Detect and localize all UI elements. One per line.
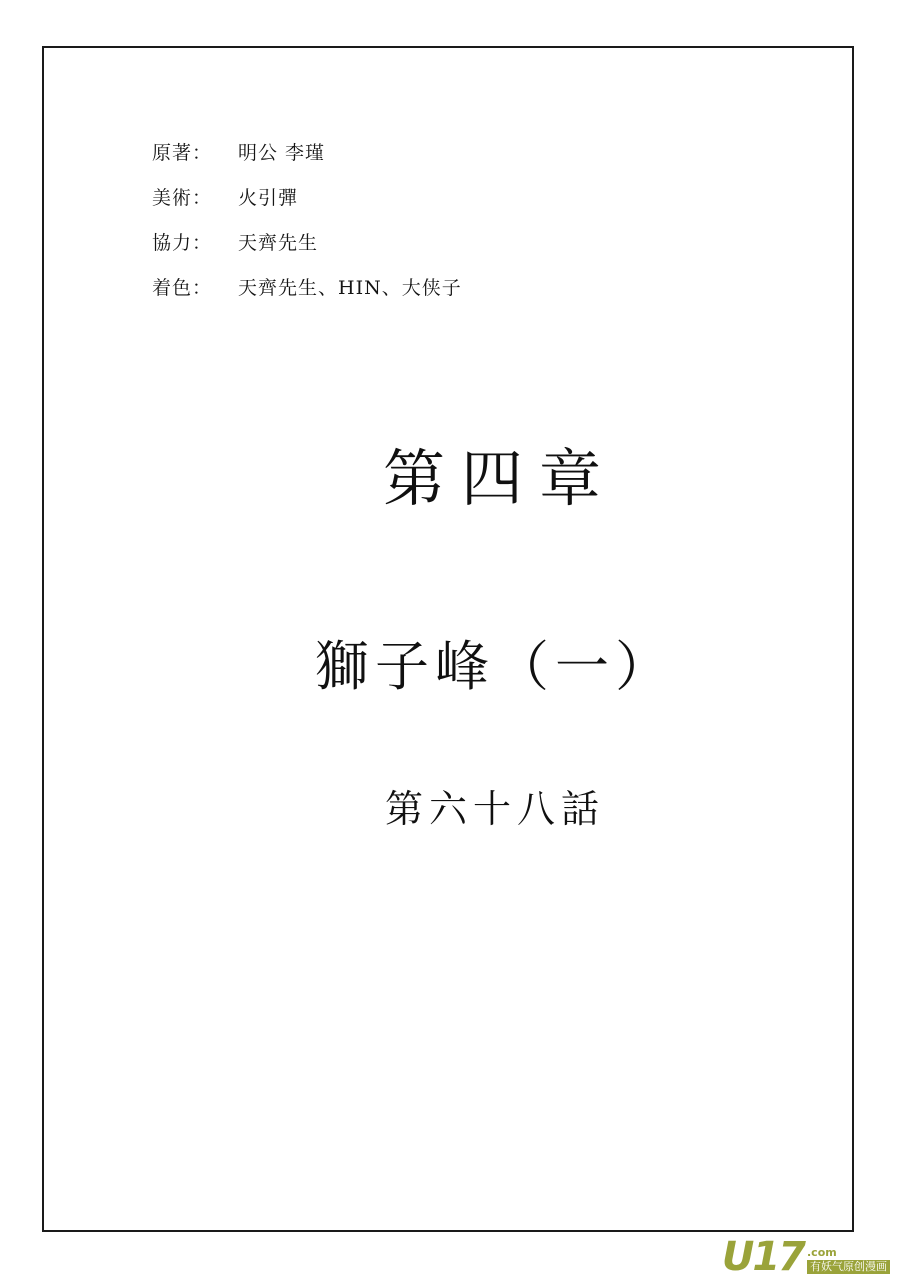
credit-row-assistance: [152, 234, 672, 253]
watermark-text-group: [807, 1247, 890, 1276]
credit-value-coloring: 天齊先生、HIN、大侠子: [238, 277, 462, 299]
watermark: [684, 1230, 890, 1281]
credit-label-original-author: 原著：: [152, 142, 213, 164]
page-border-frame: [42, 46, 854, 1232]
chapter-title: 第四章: [382, 442, 617, 515]
credit-row-coloring: [152, 279, 672, 298]
watermark-domain: .com: [807, 1245, 837, 1259]
credit-label-art: 美術：: [152, 187, 213, 209]
credit-row-art: [152, 189, 672, 208]
chapter-subtitle: 獅子峰（一）: [315, 635, 675, 698]
credit-value-assistance: 天齊先生: [238, 232, 319, 254]
credits-block: [152, 144, 672, 324]
credit-value-original-author: 明公 李瑾: [238, 142, 326, 164]
watermark-logo: U17: [721, 1234, 804, 1281]
episode-number: 第六十八話: [384, 787, 605, 831]
title-block: [86, 442, 898, 831]
credit-row-original-author: [152, 144, 672, 163]
credit-label-coloring: 着色：: [152, 277, 213, 299]
credit-value-art: 火引彈: [238, 187, 299, 209]
watermark-tagline: 有妖气原创漫画: [807, 1260, 890, 1274]
credit-label-assistance: 協力：: [152, 232, 213, 254]
